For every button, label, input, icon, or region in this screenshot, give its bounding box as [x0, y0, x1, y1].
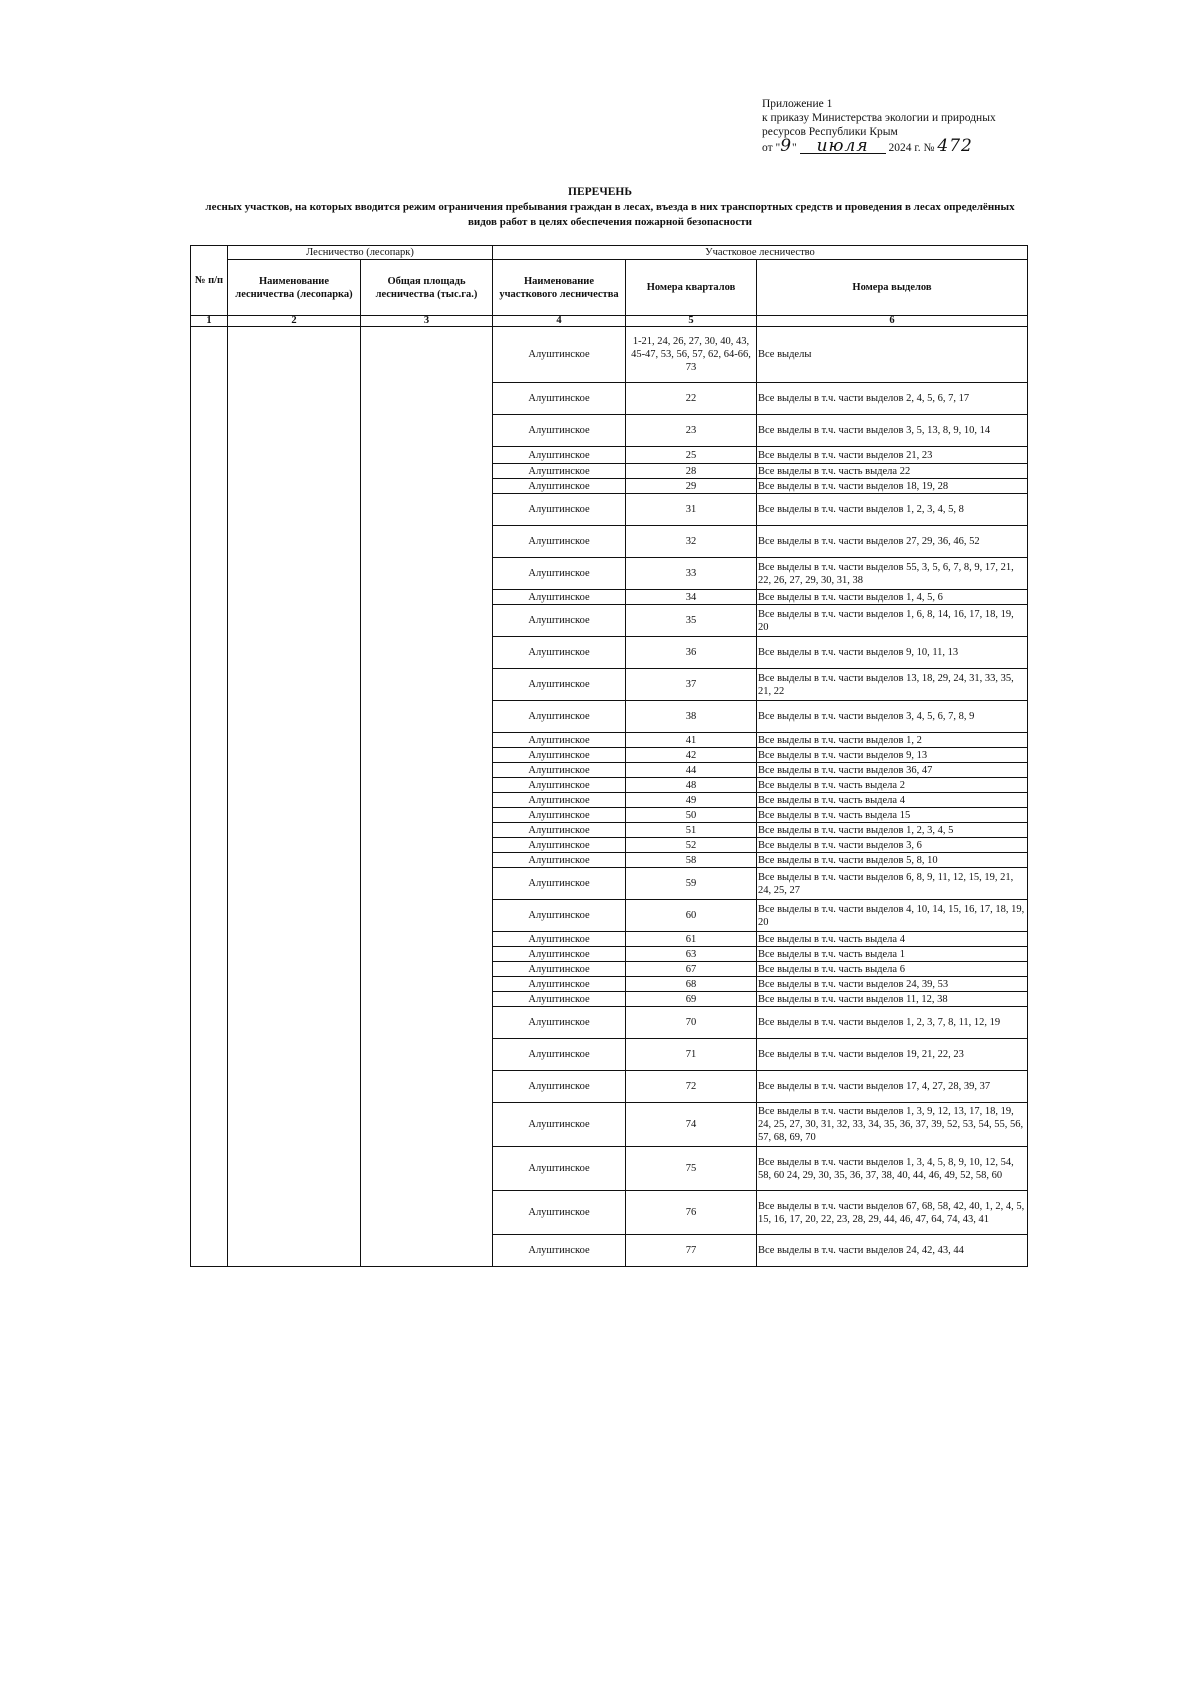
cell-quarters: 63 [626, 947, 757, 962]
cell-allotments: Все выделы в т.ч. части выделов 1, 6, 8, 14, 16, 17, 18, 19, 20 [757, 605, 1028, 637]
cell-district-name: Алуштинское [493, 977, 626, 992]
cell-district-name: Алуштинское [493, 947, 626, 962]
date-year: 2024 г. № [888, 142, 935, 154]
cell-district-name: Алуштинское [493, 793, 626, 808]
cell-allotments: Все выделы в т.ч. часть выдела 22 [757, 464, 1028, 479]
cell-allotments: Все выделы в т.ч. части выделов 1, 2, 3, 7, 8, 11, 12, 19 [757, 1007, 1028, 1039]
cell-allotments: Все выделы в т.ч. части выделов 3, 4, 5, 6, 7, 8, 9 [757, 701, 1028, 733]
cell-quarters: 49 [626, 793, 757, 808]
table-row [191, 327, 1028, 383]
cell-allotments: Все выделы в т.ч. части выделов 27, 29, 36, 46, 52 [757, 526, 1028, 558]
column-number: 6 [757, 316, 1028, 327]
cell-district-name: Алуштинское [493, 605, 626, 637]
cell-quarters: 59 [626, 868, 757, 900]
cell-quarters: 71 [626, 1039, 757, 1071]
cell-allotments: Все выделы в т.ч. часть выдела 2 [757, 778, 1028, 793]
cell-allotments: Все выделы в т.ч. часть выдела 6 [757, 962, 1028, 977]
cell-district-name: Алуштинское [493, 1191, 626, 1235]
cell-district-name: Алуштинское [493, 962, 626, 977]
cell-district-name: Алуштинское [493, 992, 626, 1007]
document-subtitle: лесных участков, на которых вводится режим ограничения пребывания граждан в лесах, въезда в них транспортных средств и проведения в лесах определённых видов работ в целях обеспечения пожарной безопасности [205, 201, 1015, 228]
cell-district-name: Алуштинское [493, 1039, 626, 1071]
column-number: 5 [626, 316, 757, 327]
cell-allotments: Все выделы в т.ч. части выделов 1, 3, 9, 12, 13, 17, 18, 19, 24, 25, 27, 30, 31, 32, 33, 34, 35, 36, 37, 39, 52, 53, 54, 55, 56, 57, 68, 69, 70 [757, 1103, 1028, 1147]
cell-quarters: 75 [626, 1147, 757, 1191]
cell-allotments: Все выделы в т.ч. часть выдела 1 [757, 947, 1028, 962]
header-num: № п/п [191, 246, 228, 316]
forest-plots-table [190, 245, 1028, 1267]
cell-allotments: Все выделы в т.ч. части выделов 3, 6 [757, 838, 1028, 853]
cell-allotments: Все выделы в т.ч. части выделов 17, 4, 27, 28, 39, 37 [757, 1071, 1028, 1103]
cell-quarters: 60 [626, 900, 757, 932]
cell-allotments: Все выделы в т.ч. части выделов 6, 8, 9, 11, 12, 15, 19, 21, 24, 25, 27 [757, 868, 1028, 900]
cell-allotments: Все выделы в т.ч. части выделов 9, 13 [757, 748, 1028, 763]
cell-quarters: 48 [626, 778, 757, 793]
cell-quarters: 1-21, 24, 26, 27, 30, 40, 43, 45-47, 53, 56, 57, 62, 64-66, 73 [626, 327, 757, 383]
cell-quarters: 69 [626, 992, 757, 1007]
date-prefix: от " [762, 142, 781, 154]
cell-allotments: Все выделы в т.ч. части выделов 1, 2, 3, 4, 5, 8 [757, 494, 1028, 526]
cell-allotments: Все выделы в т.ч. части выделов 9, 10, 11, 13 [757, 637, 1028, 669]
cell-district-name: Алуштинское [493, 558, 626, 590]
cell-quarters: 72 [626, 1071, 757, 1103]
cell-allotments: Все выделы в т.ч. части выделов 24, 42, 43, 44 [757, 1235, 1028, 1267]
cell-district-name: Алуштинское [493, 415, 626, 447]
cell-quarters: 51 [626, 823, 757, 838]
cell-allotments: Все выделы в т.ч. части выделов 21, 23 [757, 447, 1028, 464]
table-body [191, 327, 1028, 1267]
cell-allotments: Все выделы в т.ч. часть выдела 4 [757, 793, 1028, 808]
cell-quarters: 70 [626, 1007, 757, 1039]
cell-allotments: Все выделы [757, 327, 1028, 383]
cell-quarters: 35 [626, 605, 757, 637]
header-quarters: Номера кварталов [626, 260, 757, 316]
cell-district-name: Алуштинское [493, 868, 626, 900]
cell-district-name: Алуштинское [493, 1103, 626, 1147]
cell-quarters: 33 [626, 558, 757, 590]
cell-quarters: 52 [626, 838, 757, 853]
date-day: 9 [780, 136, 793, 156]
cell-allotments: Все выделы в т.ч. части выделов 1, 2 [757, 733, 1028, 748]
date-mid: " [792, 142, 797, 154]
cell-quarters: 67 [626, 962, 757, 977]
cell-quarters: 32 [626, 526, 757, 558]
cell-quarters: 29 [626, 479, 757, 494]
cell-district-name: Алуштинское [493, 526, 626, 558]
cell-district-name: Алуштинское [493, 900, 626, 932]
cell-district-name: Алуштинское [493, 838, 626, 853]
cell-forestry-name [228, 327, 361, 1267]
header-group-forestry: Лесничество (лесопарк) [228, 246, 493, 260]
appendix-block [762, 97, 996, 155]
cell-quarters: 41 [626, 733, 757, 748]
cell-allotments: Все выделы в т.ч. части выделов 3, 5, 13, 8, 9, 10, 14 [757, 415, 1028, 447]
cell-allotments: Все выделы в т.ч. часть выдела 15 [757, 808, 1028, 823]
cell-quarters: 36 [626, 637, 757, 669]
cell-district-name: Алуштинское [493, 748, 626, 763]
cell-district-name: Алуштинское [493, 823, 626, 838]
cell-district-name: Алуштинское [493, 1235, 626, 1267]
cell-quarters: 58 [626, 853, 757, 868]
cell-allotments: Все выделы в т.ч. части выделов 67, 68, 58, 42, 40, 1, 2, 4, 5, 15, 16, 17, 20, 22, 23, 28, 29, 44, 46, 47, 64, 74, 43, 41 [757, 1191, 1028, 1235]
cell-quarters: 23 [626, 415, 757, 447]
cell-quarters: 38 [626, 701, 757, 733]
cell-district-name: Алуштинское [493, 733, 626, 748]
appendix-line: ресурсов Республики Крым [762, 126, 898, 138]
cell-allotments: Все выделы в т.ч. части выделов 55, 3, 5, 6, 7, 8, 9, 17, 21, 22, 26, 27, 29, 30, 31, 38 [757, 558, 1028, 590]
cell-district-name: Алуштинское [493, 1071, 626, 1103]
cell-district-name: Алуштинское [493, 383, 626, 415]
cell-district-name: Алуштинское [493, 590, 626, 605]
cell-allotments: Все выделы в т.ч. части выделов 1, 3, 4, 5, 8, 9, 10, 12, 54, 58, 60 24, 29, 30, 35, 36, 37, 38, 40, 44, 46, 49, 52, 58, 60 [757, 1147, 1028, 1191]
cell-district-name: Алуштинское [493, 464, 626, 479]
cell-allotments: Все выделы в т.ч. части выделов 5, 8, 10 [757, 853, 1028, 868]
document-title: ПЕРЕЧЕНЬ [568, 186, 632, 198]
cell-district-name: Алуштинское [493, 447, 626, 464]
cell-allotments: Все выделы в т.ч. части выделов 13, 18, 29, 24, 31, 33, 35, 21, 22 [757, 669, 1028, 701]
cell-quarters: 44 [626, 763, 757, 778]
cell-allotments: Все выделы в т.ч. части выделов 18, 19, 28 [757, 479, 1028, 494]
cell-allotments: Все выделы в т.ч. части выделов 24, 39, 53 [757, 977, 1028, 992]
cell-quarters: 22 [626, 383, 757, 415]
cell-quarters: 74 [626, 1103, 757, 1147]
cell-district-name: Алуштинское [493, 701, 626, 733]
header-allotments: Номера выделов [757, 260, 1028, 316]
cell-quarters: 31 [626, 494, 757, 526]
cell-district-name: Алуштинское [493, 494, 626, 526]
appendix-line: к приказу Министерства экологии и природных [762, 112, 996, 124]
header-forestry-area: Общая площадь лесничества (тыс.га.) [361, 260, 493, 316]
cell-district-name: Алуштинское [493, 853, 626, 868]
cell-quarters: 50 [626, 808, 757, 823]
header-forestry-name: Наименование лесничества (лесопарка) [228, 260, 361, 316]
cell-num [191, 327, 228, 1267]
cell-allotments: Все выделы в т.ч. части выделов 1, 2, 3, 4, 5 [757, 823, 1028, 838]
cell-allotments: Все выделы в т.ч. части выделов 2, 4, 5, 6, 7, 17 [757, 383, 1028, 415]
cell-allotments: Все выделы в т.ч. части выделов 36, 47 [757, 763, 1028, 778]
column-number: 1 [191, 316, 228, 327]
cell-quarters: 34 [626, 590, 757, 605]
date-month: июля [800, 139, 886, 154]
cell-quarters: 28 [626, 464, 757, 479]
cell-allotments: Все выделы в т.ч. части выделов 1, 4, 5, 6 [757, 590, 1028, 605]
cell-district-name: Алуштинское [493, 808, 626, 823]
cell-quarters: 68 [626, 977, 757, 992]
appendix-date-line [762, 136, 996, 156]
cell-quarters: 61 [626, 932, 757, 947]
cell-district-name: Алуштинское [493, 669, 626, 701]
cell-allotments: Все выделы в т.ч. части выделов 4, 10, 14, 15, 16, 17, 18, 19, 20 [757, 900, 1028, 932]
cell-quarters: 77 [626, 1235, 757, 1267]
cell-allotments: Все выделы в т.ч. части выделов 19, 21, 22, 23 [757, 1039, 1028, 1071]
appendix-line: Приложение 1 [762, 98, 833, 110]
cell-district-name: Алуштинское [493, 327, 626, 383]
cell-district-name: Алуштинское [493, 932, 626, 947]
cell-district-name: Алуштинское [493, 637, 626, 669]
cell-district-name: Алуштинское [493, 1007, 626, 1039]
cell-district-name: Алуштинское [493, 778, 626, 793]
header-district-name: Наименование участкового лесничества [493, 260, 626, 316]
cell-district-name: Алуштинское [493, 1147, 626, 1191]
cell-allotments: Все выделы в т.ч. часть выдела 4 [757, 932, 1028, 947]
cell-allotments: Все выделы в т.ч. части выделов 11, 12, 38 [757, 992, 1028, 1007]
cell-district-name: Алуштинское [493, 763, 626, 778]
cell-quarters: 76 [626, 1191, 757, 1235]
cell-forestry-area [361, 327, 493, 1267]
column-number: 2 [228, 316, 361, 327]
cell-quarters: 25 [626, 447, 757, 464]
column-number: 4 [493, 316, 626, 327]
column-number: 3 [361, 316, 493, 327]
order-number: 472 [937, 136, 973, 156]
cell-quarters: 37 [626, 669, 757, 701]
cell-quarters: 42 [626, 748, 757, 763]
cell-district-name: Алуштинское [493, 479, 626, 494]
header-group-district: Участковое лесничество [493, 246, 1028, 260]
